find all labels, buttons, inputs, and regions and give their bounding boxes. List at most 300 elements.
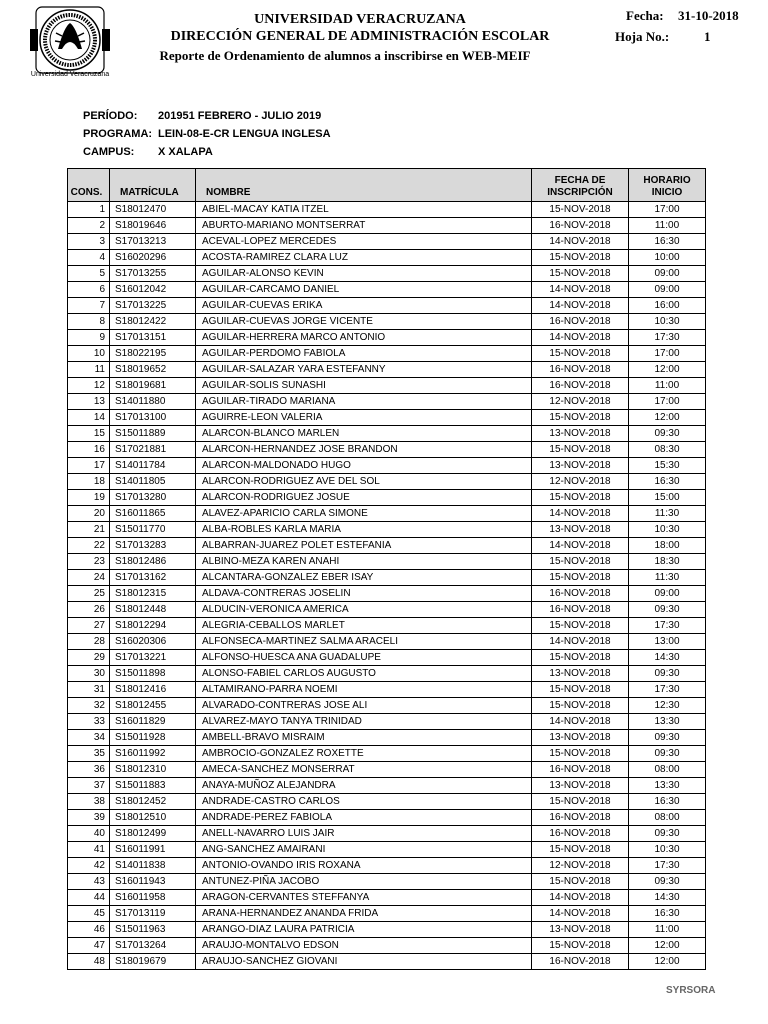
table-row	[68, 474, 706, 490]
cell-nombre: ALEGRIA-CEBALLOS MARLET	[196, 618, 532, 634]
table-row	[68, 810, 706, 826]
table-row	[68, 874, 706, 890]
table-row	[68, 618, 706, 634]
cell-fecha: 12-NOV-2018	[532, 474, 629, 490]
cell-cons: 30	[68, 666, 110, 682]
cell-nombre: ACEVAL-LOPEZ MERCEDES	[196, 234, 532, 250]
cell-matricula: S16011829	[110, 714, 196, 730]
cell-nombre: ACOSTA-RAMIREZ CLARA LUZ	[196, 250, 532, 266]
cell-horario: 13:30	[629, 714, 706, 730]
cell-matricula: S15011928	[110, 730, 196, 746]
cell-fecha: 15-NOV-2018	[532, 410, 629, 426]
university-title: UNIVERSIDAD VERACRUZANA	[254, 12, 466, 27]
cell-horario: 17:00	[629, 202, 706, 218]
cell-cons: 11	[68, 362, 110, 378]
period-label: PERÍODO:	[83, 110, 138, 122]
cell-cons: 4	[68, 250, 110, 266]
cell-matricula: S18019652	[110, 362, 196, 378]
cell-fecha: 15-NOV-2018	[532, 442, 629, 458]
cell-matricula: S18012455	[110, 698, 196, 714]
cell-fecha: 15-NOV-2018	[532, 266, 629, 282]
cell-nombre: ALFONSECA-MARTINEZ SALMA ARACELI	[196, 634, 532, 650]
col-header-horario-line1: HORARIO	[643, 175, 691, 186]
table-row	[68, 458, 706, 474]
cell-fecha: 14-NOV-2018	[532, 906, 629, 922]
cell-matricula: S14011805	[110, 474, 196, 490]
cell-fecha: 13-NOV-2018	[532, 730, 629, 746]
campus-value: X XALAPA	[158, 146, 213, 158]
cell-horario: 09:30	[629, 746, 706, 762]
cell-horario: 16:30	[629, 906, 706, 922]
direction-title: DIRECCIÓN GENERAL DE ADMINISTRACIÓN ESCOLAR	[170, 29, 550, 44]
cell-fecha: 14-NOV-2018	[532, 538, 629, 554]
col-header-fecha	[532, 169, 629, 202]
system-code: SYRSORA	[666, 985, 716, 996]
cell-nombre: ARAGON-CERVANTES STEFFANYA	[196, 890, 532, 906]
table-row	[68, 218, 706, 234]
cell-matricula: S18012422	[110, 314, 196, 330]
cell-horario: 10:30	[629, 842, 706, 858]
table-row	[68, 394, 706, 410]
table-row	[68, 634, 706, 650]
cell-fecha: 15-NOV-2018	[532, 250, 629, 266]
col-header-horario-line2: INICIO	[651, 187, 683, 198]
period-value: 201951 FEBRERO - JULIO 2019	[158, 110, 322, 122]
table-header-row	[68, 169, 706, 202]
cell-horario: 10:30	[629, 314, 706, 330]
cell-horario: 17:00	[629, 394, 706, 410]
cell-cons: 24	[68, 570, 110, 586]
cell-nombre: ALTAMIRANO-PARRA NOEMI	[196, 682, 532, 698]
cell-horario: 10:30	[629, 522, 706, 538]
cell-horario: 09:00	[629, 586, 706, 602]
table-row	[68, 426, 706, 442]
table-row	[68, 794, 706, 810]
cell-matricula: S18012416	[110, 682, 196, 698]
cell-matricula: S18012294	[110, 618, 196, 634]
cell-cons: 10	[68, 346, 110, 362]
cell-fecha: 15-NOV-2018	[532, 874, 629, 890]
cell-fecha: 14-NOV-2018	[532, 330, 629, 346]
cell-nombre: AMBELL-BRAVO MISRAIM	[196, 730, 532, 746]
cell-horario: 12:00	[629, 410, 706, 426]
table-row	[68, 602, 706, 618]
logo-caption: Universidad Veracruzana	[30, 71, 110, 78]
cell-matricula: S18012470	[110, 202, 196, 218]
cell-horario: 14:30	[629, 890, 706, 906]
cell-fecha: 16-NOV-2018	[532, 586, 629, 602]
cell-nombre: ALVARADO-CONTRERAS JOSE ALI	[196, 698, 532, 714]
cell-cons: 44	[68, 890, 110, 906]
cell-matricula: S17013280	[110, 490, 196, 506]
cell-horario: 17:30	[629, 858, 706, 874]
cell-cons: 3	[68, 234, 110, 250]
cell-horario: 18:30	[629, 554, 706, 570]
cell-cons: 36	[68, 762, 110, 778]
cell-cons: 32	[68, 698, 110, 714]
cell-fecha: 14-NOV-2018	[532, 890, 629, 906]
cell-matricula: S15011898	[110, 666, 196, 682]
cell-cons: 28	[68, 634, 110, 650]
cell-fecha: 16-NOV-2018	[532, 826, 629, 842]
page-number-label: Hoja No.:	[615, 29, 670, 44]
table-row	[68, 522, 706, 538]
cell-fecha: 15-NOV-2018	[532, 682, 629, 698]
table-row	[68, 586, 706, 602]
program-label: PROGRAMA:	[83, 128, 153, 140]
table-row	[68, 778, 706, 794]
cell-nombre: ALVAREZ-MAYO TANYA TRINIDAD	[196, 714, 532, 730]
cell-nombre: AMBROCIO-GONZALEZ ROXETTE	[196, 746, 532, 762]
cell-horario: 16:00	[629, 298, 706, 314]
cell-fecha: 15-NOV-2018	[532, 490, 629, 506]
cell-matricula: S18012448	[110, 602, 196, 618]
cell-matricula: S15011770	[110, 522, 196, 538]
cell-cons: 7	[68, 298, 110, 314]
table-row	[68, 250, 706, 266]
cell-nombre: ALBA-ROBLES KARLA MARIA	[196, 522, 532, 538]
cell-fecha: 15-NOV-2018	[532, 202, 629, 218]
cell-fecha: 13-NOV-2018	[532, 458, 629, 474]
cell-matricula: S16011943	[110, 874, 196, 890]
cell-fecha: 16-NOV-2018	[532, 602, 629, 618]
cell-horario: 11:00	[629, 922, 706, 938]
cell-matricula: S17013100	[110, 410, 196, 426]
cell-cons: 5	[68, 266, 110, 282]
cell-horario: 11:30	[629, 570, 706, 586]
table-row	[68, 698, 706, 714]
cell-horario: 13:00	[629, 634, 706, 650]
cell-fecha: 16-NOV-2018	[532, 218, 629, 234]
cell-horario: 09:30	[629, 426, 706, 442]
cell-cons: 13	[68, 394, 110, 410]
cell-matricula: S18019681	[110, 378, 196, 394]
cell-nombre: AGUILAR-ALONSO KEVIN	[196, 266, 532, 282]
cell-matricula: S17013119	[110, 906, 196, 922]
cell-cons: 19	[68, 490, 110, 506]
col-header-matricula: MATRÍCULA	[110, 169, 196, 202]
cell-fecha: 13-NOV-2018	[532, 522, 629, 538]
table-row	[68, 346, 706, 362]
table-row	[68, 746, 706, 762]
cell-nombre: ARAUJO-SANCHEZ GIOVANI	[196, 954, 532, 970]
cell-matricula: S18022195	[110, 346, 196, 362]
cell-cons: 42	[68, 858, 110, 874]
cell-cons: 34	[68, 730, 110, 746]
cell-nombre: ALARCON-RODRIGUEZ AVE DEL SOL	[196, 474, 532, 490]
cell-fecha: 15-NOV-2018	[532, 698, 629, 714]
cell-matricula: S18012310	[110, 762, 196, 778]
table-row	[68, 826, 706, 842]
cell-matricula: S17013221	[110, 650, 196, 666]
cell-matricula: S16020306	[110, 634, 196, 650]
cell-cons: 6	[68, 282, 110, 298]
campus-label: CAMPUS:	[83, 146, 135, 158]
university-seal-logo	[26, 5, 114, 81]
table-row	[68, 906, 706, 922]
program-value: LEIN-08-E-CR LENGUA INGLESA	[158, 128, 331, 140]
cell-nombre: ALAVEZ-APARICIO CARLA SIMONE	[196, 506, 532, 522]
cell-matricula: S16011865	[110, 506, 196, 522]
cell-fecha: 14-NOV-2018	[532, 298, 629, 314]
cell-cons: 9	[68, 330, 110, 346]
cell-nombre: AGUILAR-TIRADO MARIANA	[196, 394, 532, 410]
cell-nombre: ABIEL-MACAY KATIA ITZEL	[196, 202, 532, 218]
table-row	[68, 378, 706, 394]
cell-fecha: 14-NOV-2018	[532, 634, 629, 650]
cell-matricula: S17013162	[110, 570, 196, 586]
cell-nombre: ANTONIO-OVANDO IRIS ROXANA	[196, 858, 532, 874]
cell-fecha: 14-NOV-2018	[532, 282, 629, 298]
cell-fecha: 16-NOV-2018	[532, 362, 629, 378]
cell-nombre: ANDRADE-CASTRO CARLOS	[196, 794, 532, 810]
cell-nombre: ANTUNEZ-PIÑA JACOBO	[196, 874, 532, 890]
cell-nombre: AGUILAR-CUEVAS JORGE VICENTE	[196, 314, 532, 330]
cell-nombre: ALBARRAN-JUAREZ POLET ESTEFANIA	[196, 538, 532, 554]
cell-fecha: 13-NOV-2018	[532, 426, 629, 442]
cell-cons: 25	[68, 586, 110, 602]
cell-fecha: 14-NOV-2018	[532, 506, 629, 522]
cell-matricula: S18012315	[110, 586, 196, 602]
cell-horario: 18:00	[629, 538, 706, 554]
cell-nombre: ANG-SANCHEZ AMAIRANI	[196, 842, 532, 858]
cell-horario: 12:00	[629, 954, 706, 970]
cell-fecha: 16-NOV-2018	[532, 954, 629, 970]
cell-horario: 09:30	[629, 874, 706, 890]
cell-matricula: S18012486	[110, 554, 196, 570]
cell-fecha: 12-NOV-2018	[532, 858, 629, 874]
cell-horario: 15:00	[629, 490, 706, 506]
cell-nombre: ANELL-NAVARRO LUIS JAIR	[196, 826, 532, 842]
col-header-nombre: NOMBRE	[196, 169, 532, 202]
cell-fecha: 15-NOV-2018	[532, 346, 629, 362]
cell-nombre: AGUILAR-SALAZAR YARA ESTEFANNY	[196, 362, 532, 378]
cell-horario: 11:00	[629, 218, 706, 234]
date-value: 31-10-2018	[678, 8, 739, 23]
cell-cons: 2	[68, 218, 110, 234]
table-row	[68, 298, 706, 314]
table-row	[68, 538, 706, 554]
table-row	[68, 890, 706, 906]
cell-horario: 09:30	[629, 730, 706, 746]
cell-matricula: S18012510	[110, 810, 196, 826]
cell-matricula: S18019679	[110, 954, 196, 970]
col-header-fecha-line2: INSCRIPCIÓN	[547, 187, 613, 198]
cell-nombre: AGUIRRE-LEON VALERIA	[196, 410, 532, 426]
table-row	[68, 666, 706, 682]
cell-fecha: 15-NOV-2018	[532, 746, 629, 762]
cell-horario: 09:30	[629, 826, 706, 842]
cell-cons: 29	[68, 650, 110, 666]
cell-fecha: 16-NOV-2018	[532, 314, 629, 330]
cell-nombre: ALFONSO-HUESCA ANA GUADALUPE	[196, 650, 532, 666]
cell-matricula: S17021881	[110, 442, 196, 458]
cell-cons: 43	[68, 874, 110, 890]
table-row	[68, 954, 706, 970]
col-header-fecha-line1: FECHA DE	[554, 175, 606, 186]
cell-fecha: 13-NOV-2018	[532, 778, 629, 794]
cell-horario: 12:00	[629, 938, 706, 954]
cell-matricula: S15011883	[110, 778, 196, 794]
cell-horario: 08:30	[629, 442, 706, 458]
cell-nombre: AGUILAR-HERRERA MARCO ANTONIO	[196, 330, 532, 346]
cell-horario: 09:30	[629, 666, 706, 682]
table-row	[68, 554, 706, 570]
cell-horario: 09:00	[629, 282, 706, 298]
cell-nombre: ALBINO-MEZA KAREN ANAHI	[196, 554, 532, 570]
cell-cons: 1	[68, 202, 110, 218]
cell-horario: 16:30	[629, 794, 706, 810]
cell-matricula: S14011880	[110, 394, 196, 410]
cell-cons: 35	[68, 746, 110, 762]
cell-cons: 45	[68, 906, 110, 922]
cell-cons: 22	[68, 538, 110, 554]
cell-fecha: 15-NOV-2018	[532, 570, 629, 586]
cell-fecha: 15-NOV-2018	[532, 554, 629, 570]
table-row	[68, 442, 706, 458]
cell-fecha: 15-NOV-2018	[532, 794, 629, 810]
cell-horario: 15:30	[629, 458, 706, 474]
cell-fecha: 13-NOV-2018	[532, 666, 629, 682]
cell-nombre: AGUILAR-PERDOMO FABIOLA	[196, 346, 532, 362]
cell-horario: 14:30	[629, 650, 706, 666]
cell-cons: 41	[68, 842, 110, 858]
cell-horario: 09:30	[629, 602, 706, 618]
cell-cons: 23	[68, 554, 110, 570]
table-row	[68, 506, 706, 522]
cell-fecha: 16-NOV-2018	[532, 810, 629, 826]
table-row	[68, 938, 706, 954]
cell-cons: 27	[68, 618, 110, 634]
cell-cons: 31	[68, 682, 110, 698]
cell-matricula: S16011992	[110, 746, 196, 762]
cell-horario: 16:30	[629, 234, 706, 250]
cell-cons: 16	[68, 442, 110, 458]
cell-horario: 09:00	[629, 266, 706, 282]
cell-nombre: ARAUJO-MONTALVO EDSON	[196, 938, 532, 954]
cell-nombre: ALARCON-MALDONADO HUGO	[196, 458, 532, 474]
cell-matricula: S16012042	[110, 282, 196, 298]
cell-cons: 39	[68, 810, 110, 826]
page-number-value: 1	[704, 29, 711, 44]
cell-nombre: ANAYA-MUÑOZ ALEJANDRA	[196, 778, 532, 794]
cell-nombre: ABURTO-MARIANO MONTSERRAT	[196, 218, 532, 234]
cell-matricula: S17013283	[110, 538, 196, 554]
cell-nombre: AMECA-SANCHEZ MONSERRAT	[196, 762, 532, 778]
cell-cons: 38	[68, 794, 110, 810]
cell-horario: 13:30	[629, 778, 706, 794]
cell-cons: 26	[68, 602, 110, 618]
cell-cons: 33	[68, 714, 110, 730]
table-row	[68, 682, 706, 698]
table-row	[68, 650, 706, 666]
cell-matricula: S17013225	[110, 298, 196, 314]
cell-fecha: 13-NOV-2018	[532, 922, 629, 938]
cell-nombre: ARANGO-DIAZ LAURA PATRICIA	[196, 922, 532, 938]
cell-horario: 17:30	[629, 330, 706, 346]
cell-fecha: 15-NOV-2018	[532, 842, 629, 858]
cell-cons: 46	[68, 922, 110, 938]
cell-nombre: ALDAVA-CONTRERAS JOSELIN	[196, 586, 532, 602]
table-row	[68, 730, 706, 746]
cell-cons: 17	[68, 458, 110, 474]
report-title: Reporte de Ordenamiento de alumnos a inscribirse en WEB-MEIF	[159, 48, 531, 63]
cell-cons: 47	[68, 938, 110, 954]
cell-matricula: S15011963	[110, 922, 196, 938]
cell-matricula: S16011958	[110, 890, 196, 906]
cell-cons: 37	[68, 778, 110, 794]
table-row	[68, 490, 706, 506]
table-row	[68, 314, 706, 330]
cell-matricula: S18012452	[110, 794, 196, 810]
cell-nombre: ALONSO-FABIEL CARLOS AUGUSTO	[196, 666, 532, 682]
cell-nombre: ALARCON-RODRIGUEZ JOSUE	[196, 490, 532, 506]
cell-matricula: S14011838	[110, 858, 196, 874]
cell-cons: 12	[68, 378, 110, 394]
cell-fecha: 12-NOV-2018	[532, 394, 629, 410]
table-row	[68, 922, 706, 938]
student-roster-table	[67, 168, 706, 970]
cell-horario: 12:30	[629, 698, 706, 714]
cell-horario: 11:30	[629, 506, 706, 522]
cell-matricula: S18012499	[110, 826, 196, 842]
cell-fecha: 15-NOV-2018	[532, 650, 629, 666]
cell-matricula: S14011784	[110, 458, 196, 474]
cell-horario: 08:00	[629, 810, 706, 826]
table-row	[68, 410, 706, 426]
cell-cons: 20	[68, 506, 110, 522]
cell-nombre: AGUILAR-CUEVAS ERIKA	[196, 298, 532, 314]
cell-matricula: S16011991	[110, 842, 196, 858]
cell-nombre: ANDRADE-PEREZ FABIOLA	[196, 810, 532, 826]
col-header-horario	[629, 169, 706, 202]
table-row	[68, 858, 706, 874]
cell-fecha: 16-NOV-2018	[532, 378, 629, 394]
cell-matricula: S16020296	[110, 250, 196, 266]
cell-cons: 18	[68, 474, 110, 490]
cell-nombre: ALARCON-BLANCO MARLEN	[196, 426, 532, 442]
table-row	[68, 762, 706, 778]
cell-cons: 15	[68, 426, 110, 442]
cell-cons: 40	[68, 826, 110, 842]
col-header-cons: CONS.	[68, 169, 110, 202]
table-row	[68, 234, 706, 250]
table-row	[68, 202, 706, 218]
cell-nombre: AGUILAR-SOLIS SUNASHI	[196, 378, 532, 394]
cell-horario: 10:00	[629, 250, 706, 266]
cell-cons: 14	[68, 410, 110, 426]
cell-horario: 17:00	[629, 346, 706, 362]
cell-horario: 17:30	[629, 618, 706, 634]
cell-horario: 16:30	[629, 474, 706, 490]
cell-nombre: ALARCON-HERNANDEZ JOSE BRANDON	[196, 442, 532, 458]
cell-cons: 21	[68, 522, 110, 538]
cell-horario: 17:30	[629, 682, 706, 698]
cell-cons: 48	[68, 954, 110, 970]
cell-nombre: AGUILAR-CARCAMO DANIEL	[196, 282, 532, 298]
cell-nombre: ALCANTARA-GONZALEZ EBER ISAY	[196, 570, 532, 586]
table-row	[68, 266, 706, 282]
table-row	[68, 714, 706, 730]
cell-matricula: S17013255	[110, 266, 196, 282]
date-label: Fecha:	[626, 8, 664, 23]
table-row	[68, 570, 706, 586]
table-row	[68, 842, 706, 858]
cell-horario: 08:00	[629, 762, 706, 778]
cell-horario: 11:00	[629, 378, 706, 394]
cell-matricula: S18019646	[110, 218, 196, 234]
cell-nombre: ALDUCIN-VERONICA AMERICA	[196, 602, 532, 618]
